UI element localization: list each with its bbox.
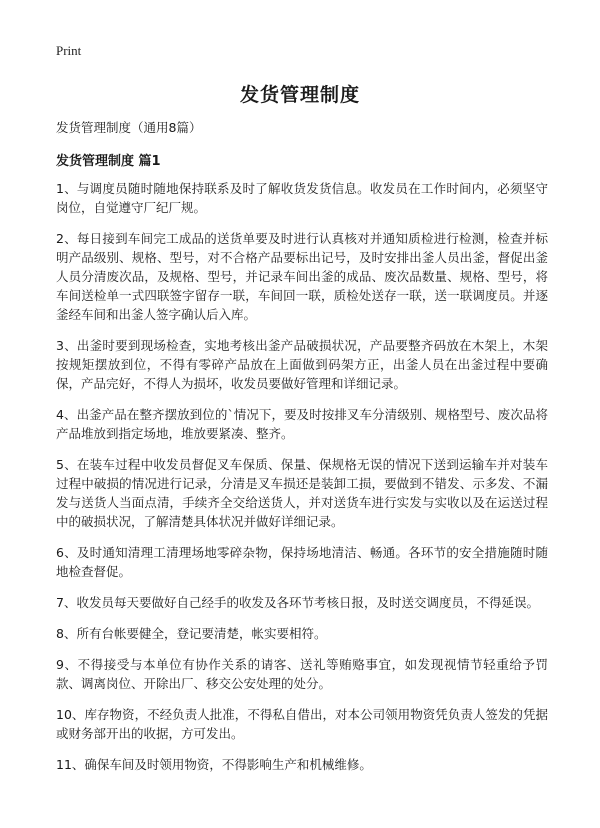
list-item: 9、不得接受与本单位有协作关系的请客、送礼等贿赂事宜，如发现视情节轻重给予罚款、调离岗位、开除出厂、移交公安处理的处分。	[56, 657, 548, 691]
list-item: 6、及时通知清理工清理场地零碎杂物，保持场地清洁、畅通。各环节的安全措施随时随地检查督促。	[56, 545, 548, 579]
list-item: 5、在装车过程中收发员督促叉车保质、保量、保规格无误的情况下送到运输车并对装车过程中破损的情况进行记录，分清是叉车损还是装卸工损，要做到不错发、示多发、不漏发与送货人当面点清，手续齐全交给送货人，并对送货车进行实发与实收以及在运送过程中的破损状况，了解清楚具体状况并做好详细记录。	[56, 457, 548, 529]
list-item: 10、库存物资，不经负责人批准，不得私自借出，对本公司领用物资凭负责人签发的凭据或财务部开出的收据，方可发出。	[56, 707, 548, 741]
list-item: 3、出釜时要到现场检查，实地考核出釜产品破损状况，产品要整齐码放在木架上，木架按规矩摆放到位，不得有零碎产品放在上面做到码架方正，出釜人员在出釜过程中要确保，产品完好，不得人为损坏，收发员要做好管理和详细记录。	[56, 338, 548, 391]
list-item: 1、与调度员随时随地保持联系及时了解收货发货信息。收发员在工作时间内，必须坚守岗位，自觉遵守厂纪厂规。	[56, 181, 548, 215]
document-subtitle: 发货管理制度（通用8篇）	[56, 120, 202, 135]
print-link[interactable]: Print	[56, 43, 82, 58]
list-item: 7、收发员每天要做好自己经手的收发及各环节考核日报，及时送交调度员，不得延误。	[56, 595, 539, 610]
list-item: 2、每日接到车间完工成品的送货单要及时进行认真核对并通知质检进行检测，检查并标明产品级别、规格、型号，对不合格产品要标出记号，及时安排出釜人员出釜，督促出釜人员分清废次品，及规格、型号，并记录车间出釜的成品、废次品数量、规格、型号，将车间送检单一式四联签字留存一联，车间回一联，质检处送存一联，送一联调度员。并逐釜经车间和出釜人签字确认后入库。	[56, 231, 548, 322]
list-item: 8、所有台帐要健全，登记要清楚，帐实要相符。	[56, 626, 327, 641]
list-item: 4、出釜产品在整齐摆放到位的`情况下，要及时按排叉车分清级别、规格型号、废次品将产品堆放到指定场地，堆放要紧凑、整齐。	[56, 407, 548, 441]
regulation-list	[56, 179, 548, 786]
list-item: 11、确保车间及时领用物资，不得影响生产和机械维修。	[56, 757, 372, 772]
page-title: 发货管理制度	[239, 84, 360, 106]
section-heading: 发货管理制度 篇1	[56, 154, 161, 169]
